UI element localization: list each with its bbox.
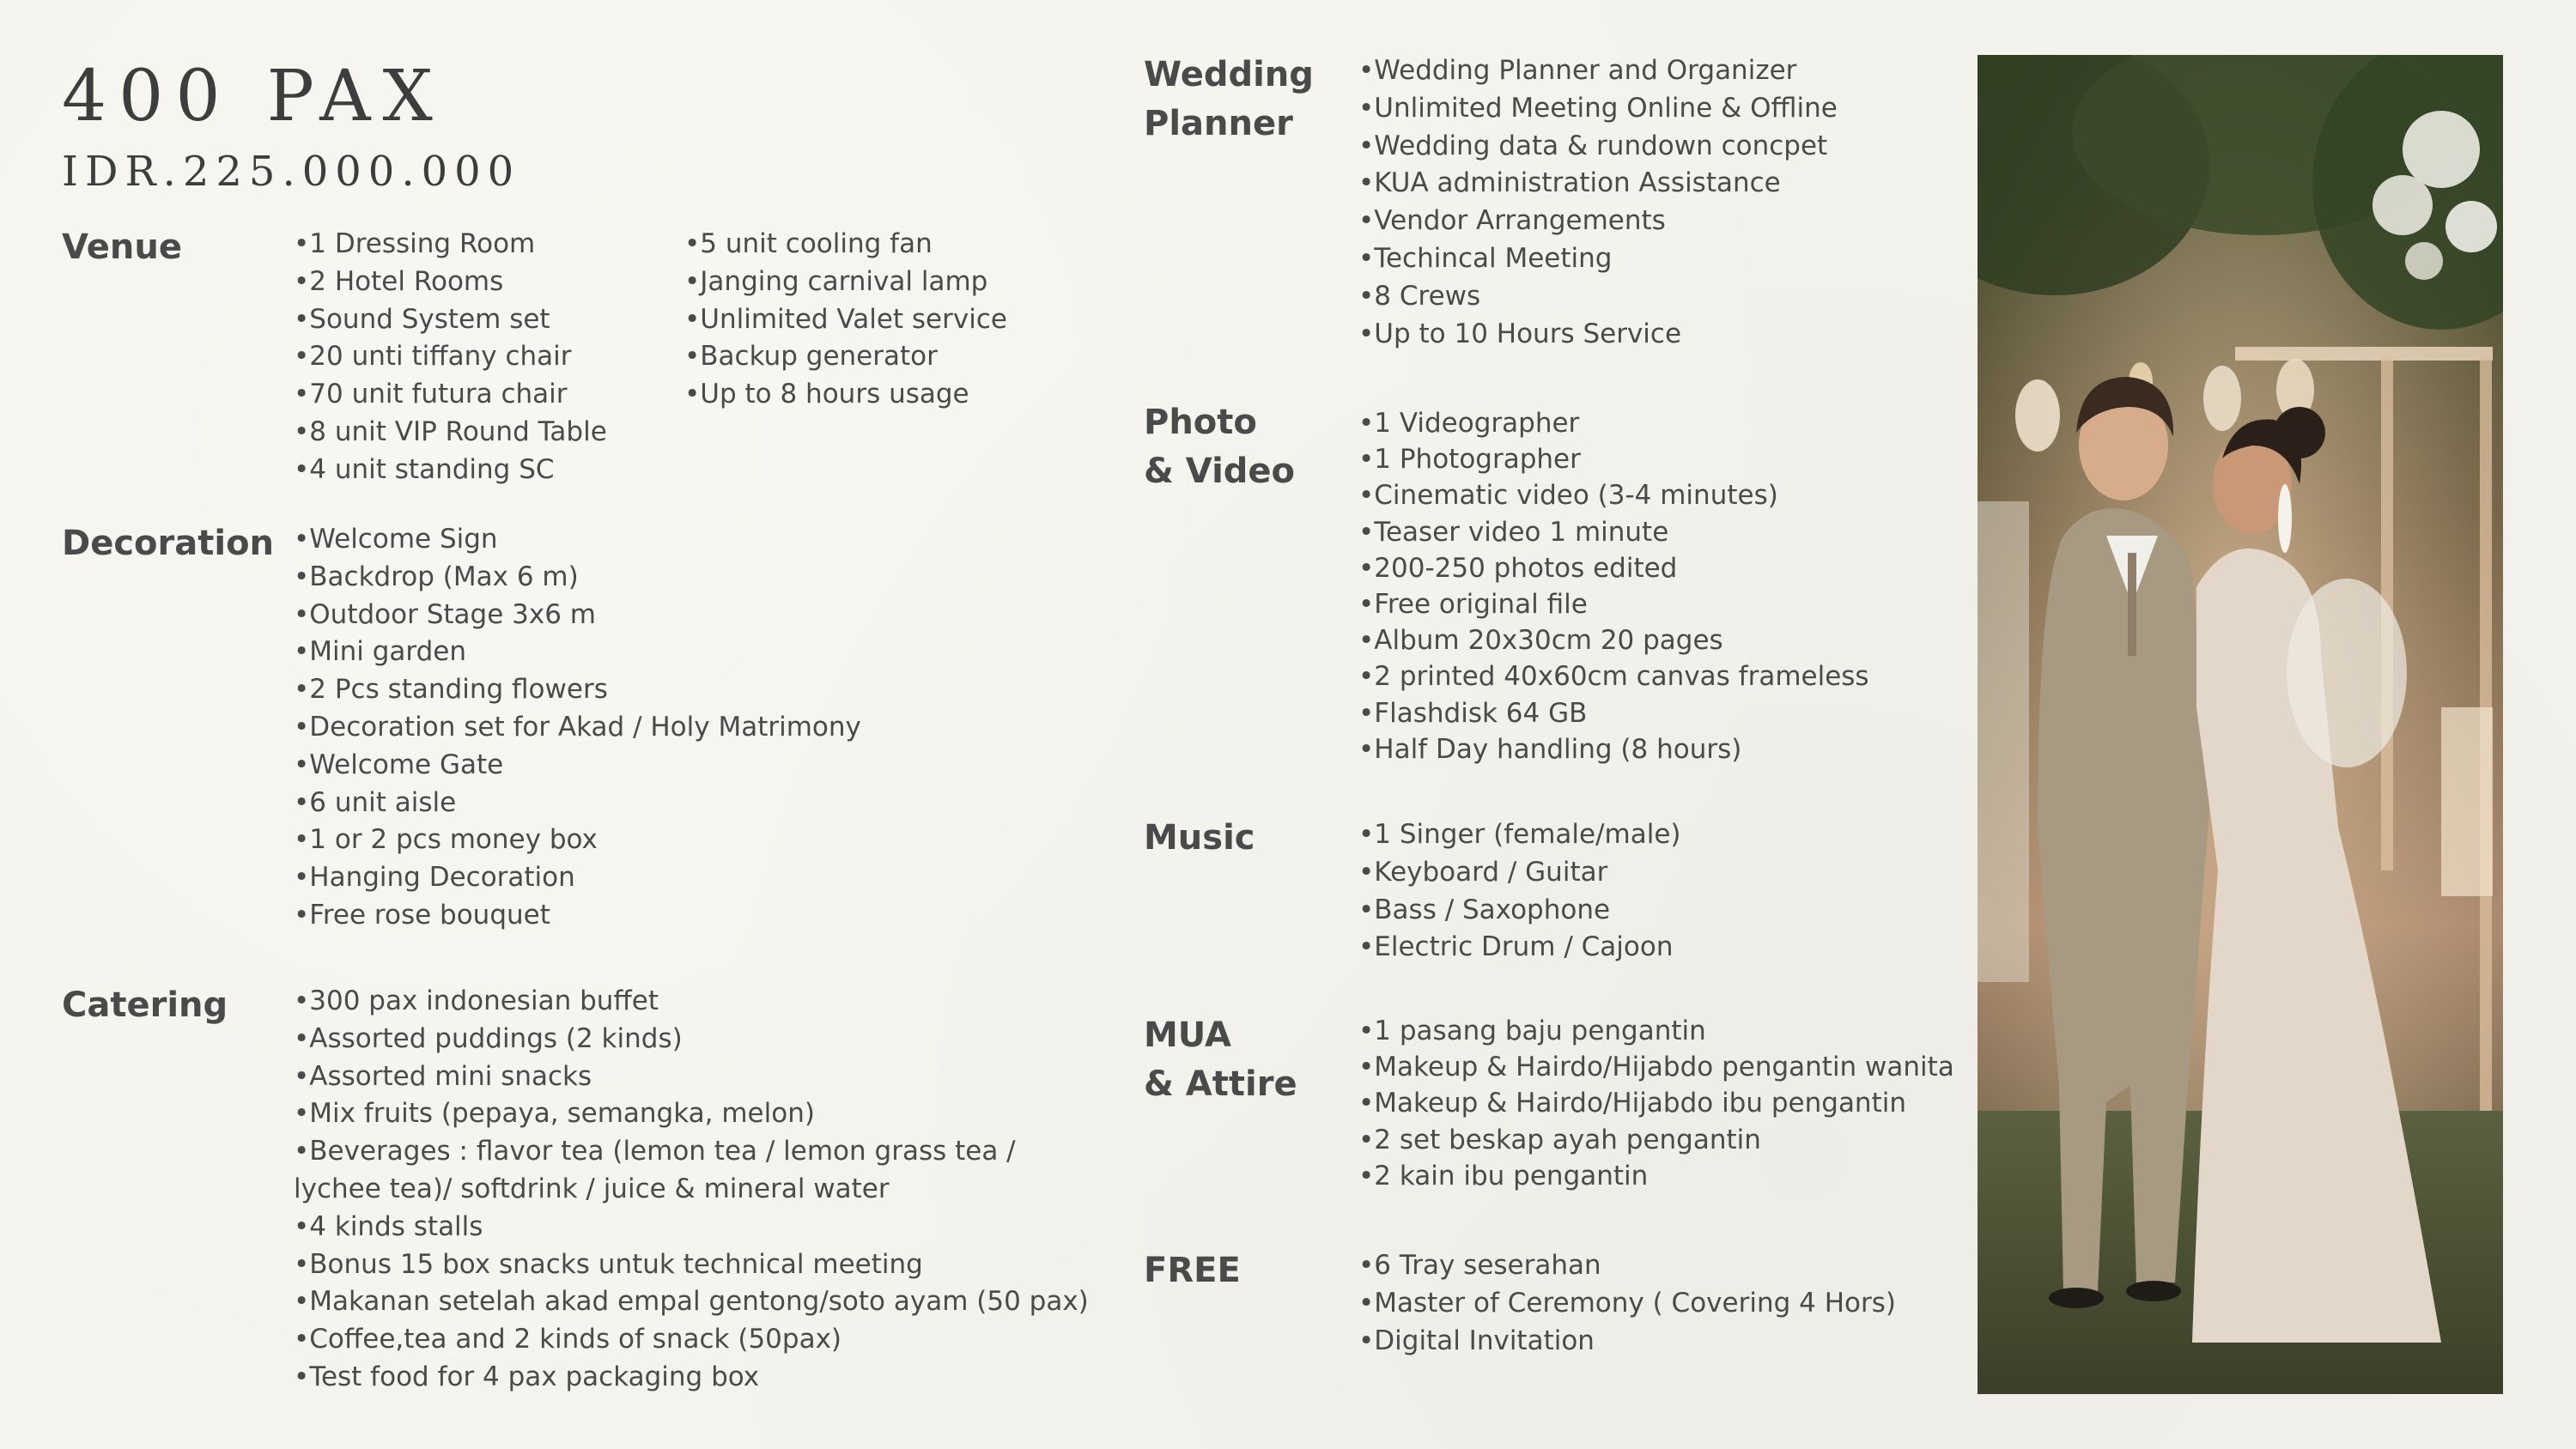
list-item: •Decoration set for Akad / Holy Matrimony xyxy=(294,711,861,743)
list-item: •Mix fruits (pepaya, semangka, melon) xyxy=(294,1098,815,1130)
wedding-planner-heading: Wedding Planner xyxy=(1144,55,1314,143)
list-item: •Flashdisk 64 GB xyxy=(1358,697,1588,729)
list-item: •4 unit standing SC xyxy=(294,453,555,485)
list-item: •Keyboard / Guitar xyxy=(1358,856,1608,888)
list-item: •Vendor Arrangements xyxy=(1358,205,1666,237)
list-item: •1 Dressing Room xyxy=(294,228,536,259)
wedding-planner-list xyxy=(1358,52,1838,353)
mua-attire-heading: MUA & Attire xyxy=(1144,1016,1297,1104)
list-item: •Makanan setelah akad empal gentong/soto ayam (50 pax) xyxy=(294,1286,1089,1318)
list-item: •Backup generator xyxy=(684,341,938,373)
list-item: •Makeup & Hairdo/Hijabdo ibu pengantin xyxy=(1358,1088,1906,1119)
list-item: •Mini garden xyxy=(294,636,467,668)
music-list xyxy=(1358,816,1681,967)
list-item: •Digital Invitation xyxy=(1358,1325,1595,1356)
list-item: •KUA administration Assistance xyxy=(1358,167,1781,199)
venue-heading: Venue xyxy=(62,227,182,267)
list-item: •Free rose bouquet xyxy=(294,899,550,931)
list-item: •Coffee,tea and 2 kinds of snack (50pax) xyxy=(294,1324,842,1355)
list-item: •Master of Ceremony ( Covering 4 Hors) xyxy=(1358,1287,1896,1319)
list-item: •Electric Drum / Cajoon xyxy=(1358,931,1674,963)
list-item: •Unlimited Valet service xyxy=(684,303,1007,335)
list-item: •2 set beskap ayah pengantin xyxy=(1358,1124,1761,1155)
package-title: 400 PAX xyxy=(62,56,445,137)
list-item: •Bass / Saxophone xyxy=(1358,894,1611,925)
list-item: •20 unti tiffany chair xyxy=(294,341,572,373)
list-item: •Free original file xyxy=(1358,589,1588,621)
list-item: •Janging carnival lamp xyxy=(684,265,988,297)
list-item: •Bonus 15 box snacks untuk technical meeting xyxy=(294,1248,923,1280)
list-item: •1 pasang baju pengantin xyxy=(1358,1016,1706,1046)
list-item: •1 Singer (female/male) xyxy=(1358,819,1681,850)
list-item: •Unlimited Meeting Online & Offline xyxy=(1358,92,1838,124)
catering-list xyxy=(294,983,1089,1397)
list-item: •Welcome Gate xyxy=(294,749,504,780)
list-item: •Sound System set xyxy=(294,303,550,335)
list-item: •Teaser video 1 minute xyxy=(1358,516,1669,548)
list-item: •1 Videographer xyxy=(1358,408,1580,439)
list-item: •6 unit aisle xyxy=(294,786,457,818)
photo-video-list xyxy=(1358,405,1869,767)
list-item: •8 Crews xyxy=(1358,280,1481,312)
mua-attire-list xyxy=(1358,1013,1954,1194)
list-item: •1 Photographer xyxy=(1358,444,1581,476)
photo-video-heading: Photo & Video xyxy=(1144,403,1296,491)
decoration-heading: Decoration xyxy=(62,524,275,563)
list-item: •Outdoor Stage 3x6 m xyxy=(294,598,596,630)
decoration-list xyxy=(294,521,861,935)
list-item: •Welcome Sign xyxy=(294,524,498,555)
list-item: •200-250 photos edited xyxy=(1358,552,1678,584)
list-item: •Half Day handling (8 hours) xyxy=(1358,733,1742,765)
list-item: •4 kinds stalls xyxy=(294,1210,483,1242)
package-price: IDR.225.000.000 xyxy=(62,148,521,196)
list-item: •2 Hotel Rooms xyxy=(294,265,504,297)
venue-list-left xyxy=(294,226,607,489)
list-item: •8 unit VIP Round Table xyxy=(294,415,607,447)
list-item: •Test food for 4 pax packaging box xyxy=(294,1361,760,1392)
venue-list-right xyxy=(684,226,1007,414)
wedding-couple-photo xyxy=(1978,55,2503,1394)
list-item: •Wedding Planner and Organizer xyxy=(1358,55,1797,86)
list-item: •Wedding data & rundown concpet xyxy=(1358,130,1828,161)
list-item: •5 unit cooling fan xyxy=(684,228,933,259)
free-heading: FREE xyxy=(1144,1251,1241,1290)
list-item: •2 kain ibu pengantin xyxy=(1358,1160,1649,1191)
catering-heading: Catering xyxy=(62,985,228,1025)
list-item: •Backdrop (Max 6 m) xyxy=(294,561,579,592)
list-item: •2 printed 40x60cm canvas frameless xyxy=(1358,661,1869,693)
list-item: •2 Pcs standing flowers xyxy=(294,674,608,706)
list-item: •Techincal Meeting xyxy=(1358,242,1613,274)
free-list xyxy=(1358,1247,1896,1360)
list-item: •1 or 2 pcs money box xyxy=(294,824,598,856)
list-item: •Assorted mini snacks xyxy=(294,1060,592,1092)
music-heading: Music xyxy=(1144,818,1255,858)
list-item: •Cinematic video (3-4 minutes) xyxy=(1358,480,1778,512)
list-item: •Assorted puddings (2 kinds) xyxy=(294,1022,683,1054)
list-item: •300 pax indonesian buffet xyxy=(294,985,659,1016)
list-item: •Beverages : flavor tea (lemon tea / lemon grass tea / lychee tea)/ softdrink / juice & mineral water xyxy=(294,1136,1016,1204)
list-item: •Album 20x30cm 20 pages xyxy=(1358,625,1723,657)
list-item: •6 Tray seserahan xyxy=(1358,1250,1601,1281)
list-item: •Up to 10 Hours Service xyxy=(1358,318,1682,349)
list-item: •Up to 8 hours usage xyxy=(684,379,969,410)
list-item: •70 unit futura chair xyxy=(294,379,568,410)
list-item: •Hanging Decoration xyxy=(294,862,575,894)
list-item: •Makeup & Hairdo/Hijabdo pengantin wanita xyxy=(1358,1052,1954,1083)
